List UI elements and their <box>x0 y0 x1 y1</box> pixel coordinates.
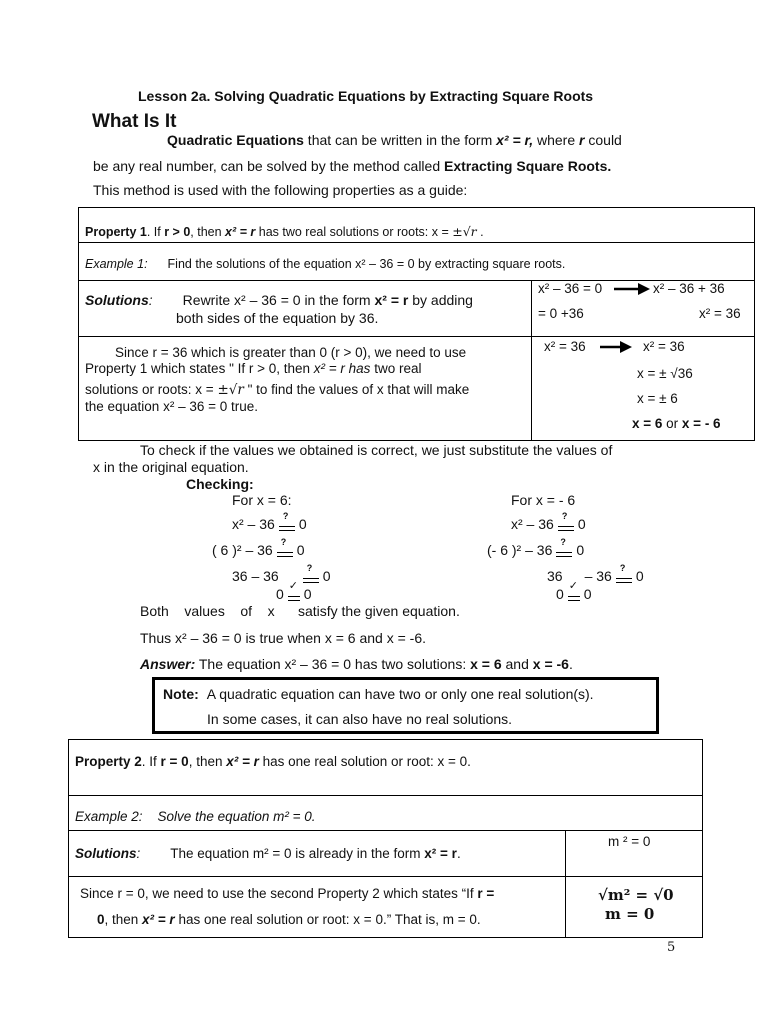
check-left-4 <box>276 580 312 602</box>
since-line-1: Since r = 36 which is greater than 0 (r > 0), we need to use <box>115 345 467 360</box>
divider <box>78 336 755 337</box>
divider <box>68 876 703 877</box>
since-2-rest: has one real solution or root: x = 0.” That is, m = 0. <box>174 912 481 927</box>
answer-x1: x = 6 <box>470 656 502 672</box>
zero: 0 <box>577 516 586 532</box>
since-2-form: x² = r <box>142 912 175 927</box>
step-1d: x² = 36 <box>699 306 741 321</box>
example-2 <box>75 809 316 824</box>
prop-form: x² = r <box>226 754 259 769</box>
note-text: A quadratic equation can have two or only one real solution(s). <box>206 686 594 702</box>
solutions-colon: : <box>148 292 153 308</box>
since-l2b: x² = r has <box>313 361 371 376</box>
since-2-line-1 <box>80 886 494 901</box>
example-1-label: Example 1 <box>85 257 145 271</box>
example-2-label: Example 2: <box>75 809 143 824</box>
note-line-2: In some cases, it can also have no real solutions. <box>207 711 513 727</box>
check-left-1 <box>232 511 307 532</box>
step-2c: x = ± √36 <box>637 366 693 381</box>
question-equals-icon: ? <box>276 544 294 558</box>
answer-x1: x = 6 <box>632 416 663 431</box>
divider <box>565 830 566 938</box>
zero: 0 <box>298 516 307 532</box>
question-equals-icon: ? <box>615 570 633 584</box>
since-2-bold: r = <box>477 886 495 901</box>
answer-end: . <box>568 656 573 672</box>
prop-cond: r > 0 <box>164 225 191 239</box>
divider <box>78 242 755 243</box>
intro-line-1 <box>167 132 622 148</box>
check-right-for: For x = - 6 <box>511 492 576 508</box>
check-equals-icon: ✓ <box>287 588 301 602</box>
m-equals-zero: m = 0 <box>605 905 655 923</box>
answer-line <box>140 656 573 672</box>
zero: 0 <box>322 568 331 584</box>
check-equals-icon: ✓ <box>567 588 581 602</box>
step-2e <box>632 416 721 431</box>
since-line-4: the equation x² – 36 = 0 true. <box>85 399 258 414</box>
check-left-2 <box>212 537 305 558</box>
example-1-colon: : <box>144 257 148 271</box>
solutions-label: Solutions <box>85 292 149 308</box>
intro-l2-text: be any real number, can be solved by the method called <box>93 158 444 174</box>
prop-then: , then <box>190 225 226 239</box>
thus-line: Thus x² – 36 = 0 is true when x = 6 and x = -6. <box>140 630 426 646</box>
check-right-3 <box>547 563 644 584</box>
prop-end: . <box>476 225 484 239</box>
since-2-text: Since r = 0, we need to use the second Property 2 which states “If <box>80 886 478 901</box>
divider <box>68 830 703 831</box>
question-equals-icon: ? <box>302 570 320 584</box>
solutions-1-line-1 <box>85 292 473 308</box>
property-1-statement <box>85 224 484 239</box>
expr: – 36 <box>584 568 612 584</box>
solutions-form: x² = r <box>374 292 409 308</box>
expr: 36 <box>547 568 563 584</box>
zero: 0 <box>635 568 644 584</box>
zero: 0 <box>576 542 585 558</box>
since-l3b: " to find the values of x that will make <box>243 382 470 397</box>
zero: 0 <box>583 586 592 602</box>
solutions-form: x² = r <box>424 846 457 861</box>
step-2b: x² = 36 <box>643 339 685 354</box>
since-line-3 <box>85 382 469 398</box>
expr: x² – 36 <box>511 516 554 532</box>
answer-label: Answer: <box>140 656 196 672</box>
intro-line-3: This method is used with the following properties as a guide: <box>93 182 468 198</box>
step-1c: = 0 +36 <box>538 306 584 321</box>
both-values: Both values of x satisfy the given equation. <box>140 603 460 619</box>
step-1a: x² – 36 = 0 <box>538 281 603 296</box>
step-1b: x² – 36 + 36 <box>653 281 725 296</box>
expr: x² – 36 <box>232 516 275 532</box>
solutions-colon: : <box>136 846 141 861</box>
note-label: Note: <box>163 686 199 702</box>
solutions-2 <box>75 846 461 861</box>
prop-text: has one real solution or root: x = 0. <box>258 754 471 769</box>
solutions-label: Solutions <box>75 846 137 861</box>
expr: ( 6 )² – 36 <box>212 542 273 558</box>
since-l3a: solutions or roots: x = <box>85 382 218 397</box>
check-line-2: x in the original equation. <box>93 459 249 475</box>
intro-r: r <box>579 132 585 148</box>
step-2d: x = ± 6 <box>637 391 678 406</box>
prop-form: x² = r <box>225 225 256 239</box>
lesson-title: Lesson 2a. Solving Quadratic Equations by Extracting Square Roots <box>138 88 594 104</box>
example-1 <box>85 257 565 271</box>
intro-l2-bold: Extracting Square Roots. <box>444 158 612 174</box>
solutions-1-line-2: both sides of the equation by 36. <box>176 310 379 326</box>
plus-minus-root: ±√r <box>452 224 477 239</box>
since-2-line-2 <box>97 912 481 927</box>
check-line-1: To check if the values we obtained is correct, we just substitute the values of <box>140 442 613 458</box>
zero: 0 <box>556 586 564 602</box>
m-squared-eq: m ² = 0 <box>608 834 651 849</box>
property-1-label: Property 1 <box>85 225 147 239</box>
section-heading: What Is It <box>92 111 177 132</box>
prop-if: . If <box>146 225 165 239</box>
since-2-zero: 0 <box>97 912 105 927</box>
root-equation: √m² = √0 <box>598 886 674 904</box>
expr: 36 – 36 <box>232 568 279 584</box>
property-2-label: Property 2 <box>75 754 142 769</box>
zero: 0 <box>276 586 284 602</box>
check-left-3 <box>232 563 331 584</box>
prop-if: . If <box>141 754 161 769</box>
step-2a: x² = 36 <box>544 339 586 354</box>
example-1-text: Find the solutions of the equation x² – 36 = 0 by extracting square roots. <box>167 257 566 271</box>
intro-where: where <box>533 132 580 148</box>
example-2-text: Solve the equation m² = 0. <box>157 809 316 824</box>
divider <box>531 280 532 441</box>
zero: 0 <box>303 586 312 602</box>
check-right-2 <box>487 537 585 558</box>
answer-text: The equation x² – 36 = 0 has two solutions: <box>195 656 471 672</box>
question-equals-icon: ? <box>557 518 575 532</box>
since-l2c: two real <box>370 361 422 376</box>
answer-x2: x = -6 <box>532 656 569 672</box>
intro-text: that can be written in the form <box>303 132 497 148</box>
page-number: 5 <box>667 940 676 955</box>
plus-minus-root: ±√r <box>217 382 244 398</box>
since-l2a: Property 1 which states " If r > 0, then <box>85 361 314 376</box>
intro-end: could <box>584 132 622 148</box>
divider <box>68 795 703 796</box>
zero: 0 <box>296 542 305 558</box>
answer-x2: x = - 6 <box>681 416 721 431</box>
prop-then: , then <box>188 754 227 769</box>
solutions-text-2: by adding <box>408 292 473 308</box>
and-text: and <box>501 656 533 672</box>
solutions-text: The equation m² = 0 is already in the form <box>170 846 425 861</box>
arrow-right-icon <box>614 283 650 295</box>
intro-line-2 <box>93 158 611 174</box>
check-left-for: For x = 6: <box>232 492 292 508</box>
intro-bold: Quadratic Equations <box>167 132 304 148</box>
property-2-statement <box>75 754 471 769</box>
check-right-1 <box>511 511 586 532</box>
since-line-2 <box>85 361 421 376</box>
prop-text: has two real solutions or roots: x = <box>255 225 453 239</box>
expr: (- 6 )² – 36 <box>487 542 553 558</box>
question-equals-icon: ? <box>555 544 573 558</box>
or-text: or <box>662 416 682 431</box>
intro-form: x² = r, <box>496 132 534 148</box>
since-2-then: , then <box>104 912 143 927</box>
check-right-4 <box>556 580 592 602</box>
checking-heading: Checking: <box>186 476 254 492</box>
solutions-text: Rewrite x² – 36 = 0 in the form <box>182 292 375 308</box>
solutions-end: . <box>456 846 461 861</box>
question-equals-icon: ? <box>278 518 296 532</box>
note-line-1 <box>163 686 594 702</box>
arrow-right-icon <box>600 341 632 353</box>
prop-cond: r = 0 <box>160 754 189 769</box>
